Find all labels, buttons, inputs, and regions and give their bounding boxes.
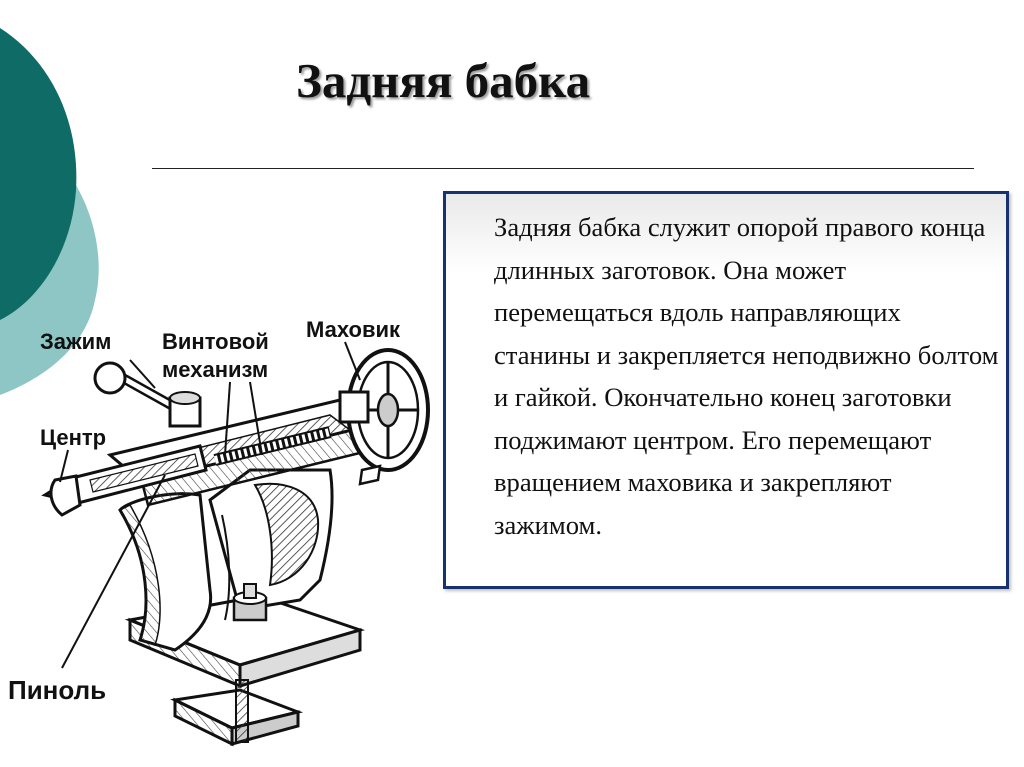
description-text: Задняя бабка служит опорой правого конца длинных заготовок. Она может перемещаться вдоль направляющих станины и закрепляется неподвижно болтом и гайкой. Окончательно конец заготовки поджимают центром. Его перемещают вращением маховика и закрепляют зажимом. bbox=[494, 212, 999, 540]
label-quill: Пиноль bbox=[8, 675, 107, 705]
label-screw-line1: Винтовой bbox=[162, 329, 269, 354]
clamp-plate bbox=[175, 680, 298, 744]
label-clamp: Зажим bbox=[40, 329, 112, 354]
handwheel bbox=[340, 350, 428, 484]
center-tip bbox=[45, 476, 80, 515]
title-divider bbox=[152, 168, 974, 169]
label-handwheel: Маховик bbox=[306, 317, 401, 342]
slide-title: Задняя бабка bbox=[296, 53, 591, 108]
description-box bbox=[443, 191, 1009, 589]
label-screw-line2: механизм bbox=[162, 357, 269, 382]
label-center: Центр bbox=[40, 425, 107, 450]
